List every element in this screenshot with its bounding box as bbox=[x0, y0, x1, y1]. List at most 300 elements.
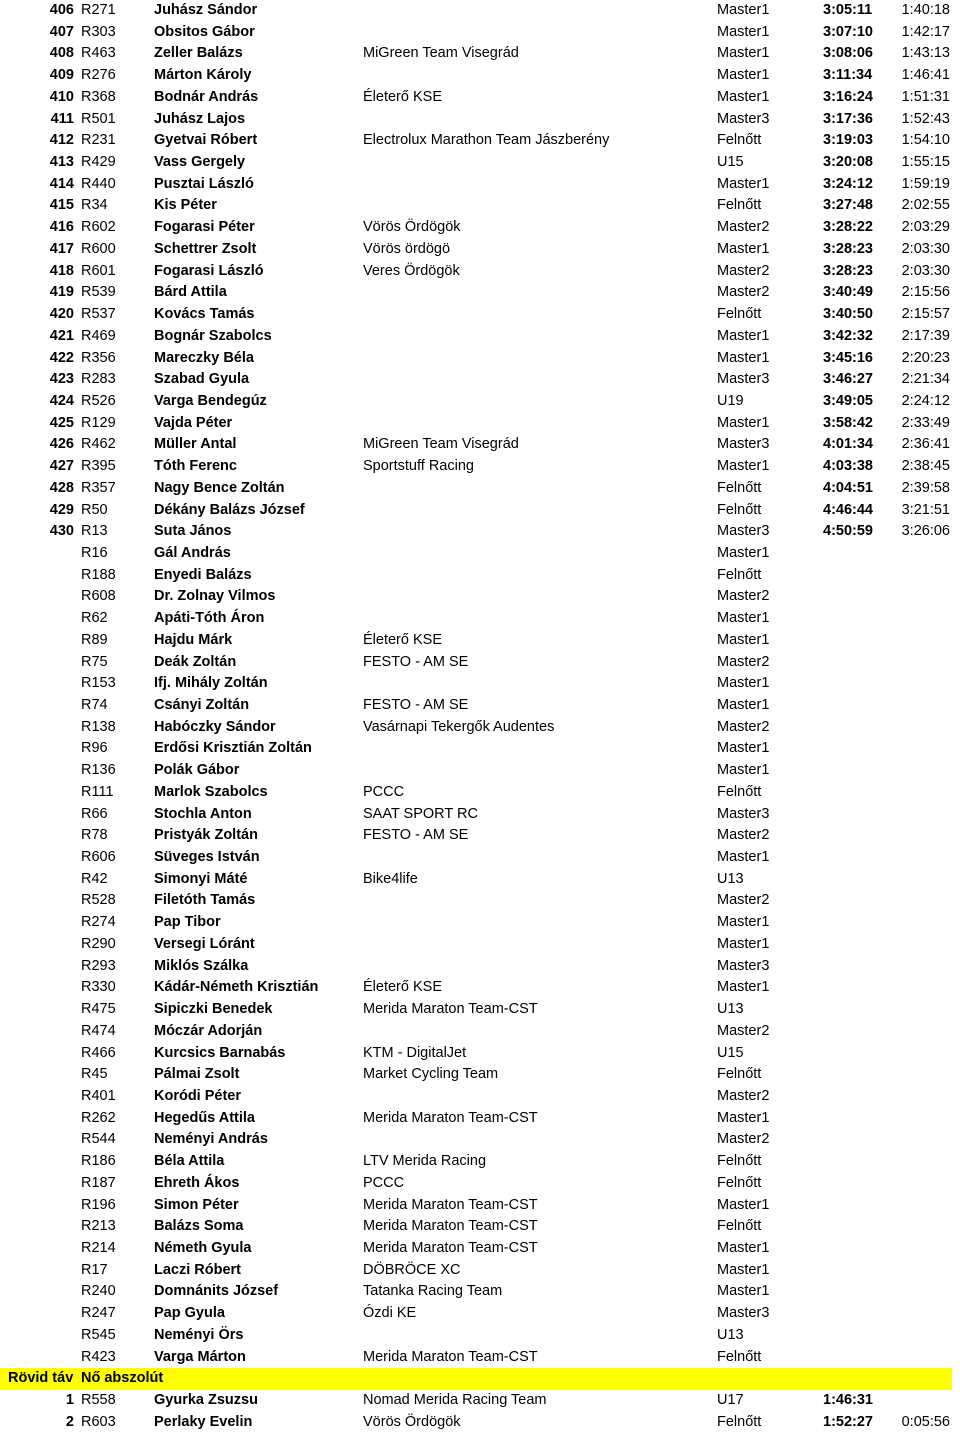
category-cell: Felnőtt bbox=[717, 1218, 762, 1235]
category-cell: U17 bbox=[717, 1392, 744, 1408]
bib-cell: R240 bbox=[81, 1283, 116, 1300]
category-cell: Master1 bbox=[717, 697, 770, 713]
bib-cell: R271 bbox=[81, 2, 116, 18]
rank-cell: 413 bbox=[49, 154, 74, 171]
gap-cell: 2:03:30 bbox=[901, 240, 950, 257]
category-cell: Master1 bbox=[717, 88, 770, 105]
table-row bbox=[0, 652, 960, 674]
team-cell: Electrolux Marathon Team Jászberény bbox=[363, 132, 610, 149]
section-category-label: Nő abszolút bbox=[81, 1370, 164, 1387]
category-cell: U13 bbox=[717, 1326, 744, 1343]
rank-cell: 426 bbox=[49, 436, 74, 453]
name-cell: Pusztai László bbox=[154, 175, 254, 192]
time-cell: 3:45:16 bbox=[823, 349, 873, 366]
time-cell: 4:46:44 bbox=[823, 501, 873, 518]
bib-cell: R423 bbox=[81, 1348, 116, 1365]
category-cell: Master3 bbox=[717, 523, 770, 540]
name-cell: Hegedűs Attila bbox=[154, 1109, 255, 1126]
rank-cell: 424 bbox=[49, 392, 74, 409]
name-cell: Marlok Szabolcs bbox=[154, 783, 268, 800]
category-cell: Master3 bbox=[717, 436, 770, 453]
table-row bbox=[0, 217, 960, 239]
bib-cell: R395 bbox=[81, 458, 116, 475]
table-row bbox=[0, 391, 960, 413]
category-cell: Master1 bbox=[717, 2, 770, 18]
rank-cell: 410 bbox=[49, 88, 74, 105]
category-cell: Felnőtt bbox=[717, 1348, 762, 1365]
gap-cell: 1:59:19 bbox=[901, 175, 950, 192]
name-cell: Kis Péter bbox=[154, 197, 217, 214]
name-cell: Ehreth Ákos bbox=[154, 1174, 240, 1191]
name-cell: Dr. Zolnay Vilmos bbox=[154, 588, 276, 605]
table-row bbox=[0, 869, 960, 891]
bib-cell: R111 bbox=[81, 783, 114, 800]
rank-cell: 423 bbox=[49, 371, 74, 388]
name-cell: Habóczky Sándor bbox=[154, 718, 276, 735]
bib-cell: R293 bbox=[81, 957, 116, 974]
category-cell: Master1 bbox=[717, 1196, 770, 1213]
bib-cell: R247 bbox=[81, 1305, 116, 1322]
bib-cell: R196 bbox=[81, 1196, 116, 1213]
name-cell: Kurcsics Barnabás bbox=[154, 1044, 286, 1061]
rank-cell: 429 bbox=[49, 501, 74, 518]
category-cell: Master1 bbox=[717, 240, 770, 257]
name-cell: Fogarasi Péter bbox=[154, 219, 255, 236]
table-row bbox=[0, 0, 960, 22]
category-cell: Master2 bbox=[717, 1087, 770, 1104]
team-cell: PCCC bbox=[363, 1174, 405, 1191]
category-cell: Master3 bbox=[717, 371, 770, 388]
bib-cell: R469 bbox=[81, 327, 116, 344]
team-cell: Ózdi KE bbox=[363, 1305, 417, 1322]
table-row bbox=[0, 695, 960, 717]
gap-cell: 2:21:34 bbox=[901, 371, 950, 388]
team-cell: Vasárnapi Tekergők Audentes bbox=[363, 718, 555, 735]
category-cell: Felnőtt bbox=[717, 1066, 762, 1083]
bib-cell: R62 bbox=[81, 610, 108, 627]
rank-cell: 1 bbox=[65, 1392, 74, 1408]
table-row bbox=[0, 1303, 960, 1325]
table-row bbox=[0, 1281, 960, 1303]
name-cell: Juhász Lajos bbox=[154, 110, 246, 127]
time-cell: 3:16:24 bbox=[823, 88, 873, 105]
table-row bbox=[0, 500, 960, 522]
category-cell: Felnőtt bbox=[717, 501, 762, 518]
rank-cell: 406 bbox=[49, 2, 74, 18]
time-cell: 4:01:34 bbox=[823, 436, 873, 453]
team-cell: Merida Maraton Team-CST bbox=[363, 1001, 538, 1018]
bib-cell: R276 bbox=[81, 67, 116, 84]
category-cell: Master1 bbox=[717, 762, 770, 779]
name-cell: Nagy Bence Zoltán bbox=[154, 479, 285, 496]
team-cell: LTV Merida Racing bbox=[363, 1153, 487, 1170]
category-cell: Master1 bbox=[717, 1261, 770, 1278]
name-cell: Domnánits József bbox=[154, 1283, 279, 1300]
category-cell: Master2 bbox=[717, 653, 770, 670]
name-cell: Koródi Péter bbox=[154, 1087, 242, 1104]
rank-cell: 420 bbox=[49, 306, 74, 323]
table-row bbox=[0, 109, 960, 131]
bib-cell: R213 bbox=[81, 1218, 116, 1235]
table-row bbox=[0, 326, 960, 348]
time-cell: 3:20:08 bbox=[823, 154, 873, 171]
category-cell: Felnőtt bbox=[717, 132, 762, 149]
name-cell: Pap Tibor bbox=[154, 914, 221, 931]
bib-cell: R558 bbox=[81, 1392, 116, 1408]
time-cell: 3:40:50 bbox=[823, 306, 873, 323]
table-row bbox=[0, 1260, 960, 1282]
category-cell: Master1 bbox=[717, 675, 770, 692]
table-row bbox=[0, 1195, 960, 1217]
table-row bbox=[0, 1151, 960, 1173]
rank-cell: 2 bbox=[65, 1413, 74, 1430]
category-cell: Master1 bbox=[717, 1109, 770, 1126]
bib-cell: R606 bbox=[81, 849, 116, 866]
rank-cell: 416 bbox=[49, 219, 74, 236]
table-row bbox=[0, 847, 960, 869]
name-cell: Deák Zoltán bbox=[154, 653, 237, 670]
bib-cell: R13 bbox=[81, 523, 108, 540]
bib-cell: R66 bbox=[81, 805, 108, 822]
name-cell: Laczi Róbert bbox=[154, 1261, 242, 1278]
name-cell: Enyedi Balázs bbox=[154, 566, 252, 583]
team-cell: Merida Maraton Team-CST bbox=[363, 1109, 538, 1126]
category-cell: Felnőtt bbox=[717, 1153, 762, 1170]
table-row bbox=[0, 543, 960, 565]
gap-cell: 2:20:23 bbox=[901, 349, 950, 366]
team-cell: MiGreen Team Visegrád bbox=[363, 436, 519, 453]
table-row bbox=[0, 804, 960, 826]
category-cell: Master1 bbox=[717, 914, 770, 931]
category-cell: Master1 bbox=[717, 175, 770, 192]
name-cell: Vass Gergely bbox=[154, 154, 246, 171]
name-cell: Szabad Gyula bbox=[154, 371, 250, 388]
name-cell: Versegi Lóránt bbox=[154, 935, 255, 952]
bib-cell: R528 bbox=[81, 892, 116, 909]
bib-cell: R274 bbox=[81, 914, 116, 931]
category-cell: Master1 bbox=[717, 979, 770, 996]
table-row bbox=[0, 456, 960, 478]
category-cell: Master1 bbox=[717, 414, 770, 431]
time-cell: 3:40:49 bbox=[823, 284, 873, 301]
bib-cell: R262 bbox=[81, 1109, 116, 1126]
category-cell: U15 bbox=[717, 1044, 744, 1061]
table-row bbox=[0, 174, 960, 196]
category-cell: Master2 bbox=[717, 718, 770, 735]
rank-cell: 408 bbox=[49, 45, 74, 62]
table-row bbox=[0, 760, 960, 782]
bib-cell: R187 bbox=[81, 1174, 116, 1191]
bib-cell: R475 bbox=[81, 1001, 116, 1018]
name-cell: Kovács Tamás bbox=[154, 306, 255, 323]
team-cell: Merida Maraton Team-CST bbox=[363, 1218, 538, 1235]
name-cell: Stochla Anton bbox=[154, 805, 252, 822]
bib-cell: R429 bbox=[81, 154, 116, 171]
gap-cell: 1:46:41 bbox=[901, 67, 950, 84]
category-cell: Felnőtt bbox=[717, 783, 762, 800]
name-cell: Miklós Szálka bbox=[154, 957, 249, 974]
team-cell: Market Cycling Team bbox=[363, 1066, 499, 1083]
bib-cell: R357 bbox=[81, 479, 116, 496]
category-cell: U19 bbox=[717, 392, 744, 409]
team-cell: KTM - DigitalJet bbox=[363, 1044, 467, 1061]
rank-cell: 418 bbox=[49, 262, 74, 279]
table-row bbox=[0, 65, 960, 87]
table-row bbox=[0, 934, 960, 956]
time-cell: 3:28:22 bbox=[823, 219, 873, 236]
category-cell: Master2 bbox=[717, 588, 770, 605]
table-row bbox=[0, 348, 960, 370]
category-cell: Master1 bbox=[717, 935, 770, 952]
name-cell: Perlaky Evelin bbox=[154, 1413, 253, 1430]
name-cell: Simonyi Máté bbox=[154, 870, 248, 887]
bib-cell: R368 bbox=[81, 88, 116, 105]
time-cell: 3:05:11 bbox=[823, 2, 873, 18]
rank-cell: 409 bbox=[49, 67, 74, 84]
name-cell: Bognár Szabolcs bbox=[154, 327, 272, 344]
rank-cell: 425 bbox=[49, 414, 74, 431]
team-cell: Életerő KSE bbox=[363, 979, 442, 996]
bib-cell: R600 bbox=[81, 240, 116, 257]
table-row bbox=[0, 977, 960, 999]
gap-cell: 3:26:06 bbox=[901, 523, 950, 540]
results-rows-women bbox=[0, 1390, 960, 1433]
category-cell: Master2 bbox=[717, 1022, 770, 1039]
name-cell: Balázs Soma bbox=[154, 1218, 244, 1235]
time-cell: 3:58:42 bbox=[823, 414, 873, 431]
name-cell: Polák Gábor bbox=[154, 762, 240, 779]
bib-cell: R545 bbox=[81, 1326, 116, 1343]
team-cell: MiGreen Team Visegrád bbox=[363, 45, 519, 62]
gap-cell: 2:03:29 bbox=[901, 219, 950, 236]
name-cell: Tóth Ferenc bbox=[154, 458, 237, 475]
bib-cell: R544 bbox=[81, 1131, 116, 1148]
category-cell: Master1 bbox=[717, 1283, 770, 1300]
bib-cell: R138 bbox=[81, 718, 116, 735]
table-row bbox=[0, 130, 960, 152]
category-cell: Master1 bbox=[717, 349, 770, 366]
table-row bbox=[0, 1238, 960, 1260]
category-cell: Master1 bbox=[717, 1239, 770, 1256]
category-cell: U13 bbox=[717, 870, 744, 887]
table-row bbox=[0, 912, 960, 934]
category-cell: Felnőtt bbox=[717, 566, 762, 583]
time-cell: 3:49:05 bbox=[823, 392, 873, 409]
category-cell: Master1 bbox=[717, 67, 770, 84]
bib-cell: R34 bbox=[81, 197, 108, 214]
bib-cell: R474 bbox=[81, 1022, 116, 1039]
team-cell: SAAT SPORT RC bbox=[363, 805, 478, 822]
table-row bbox=[0, 782, 960, 804]
gap-cell: 2:17:39 bbox=[901, 327, 950, 344]
table-row bbox=[0, 369, 960, 391]
category-cell: Felnőtt bbox=[717, 197, 762, 214]
table-row bbox=[0, 413, 960, 435]
category-cell: Master1 bbox=[717, 631, 770, 648]
gap-cell: 2:15:56 bbox=[901, 284, 950, 301]
team-cell: FESTO - AM SE bbox=[363, 697, 469, 713]
table-row bbox=[0, 1108, 960, 1130]
name-cell: Bodnár András bbox=[154, 88, 259, 105]
time-cell: 3:28:23 bbox=[823, 240, 873, 257]
table-row bbox=[0, 1412, 960, 1433]
gap-cell: 2:24:12 bbox=[901, 392, 950, 409]
name-cell: Suta János bbox=[154, 523, 232, 540]
name-cell: Dékány Balázs József bbox=[154, 501, 305, 518]
bib-cell: R602 bbox=[81, 219, 116, 236]
table-row bbox=[0, 630, 960, 652]
rank-cell: 427 bbox=[49, 458, 74, 475]
category-cell: Master2 bbox=[717, 1131, 770, 1148]
rank-cell: 419 bbox=[49, 284, 74, 301]
table-row bbox=[0, 1021, 960, 1043]
name-cell: Müller Antal bbox=[154, 436, 237, 453]
team-cell: Vörös ördögö bbox=[363, 240, 451, 257]
category-cell: Master3 bbox=[717, 805, 770, 822]
category-cell: Master1 bbox=[717, 610, 770, 627]
table-row bbox=[0, 608, 960, 630]
name-cell: Gál András bbox=[154, 544, 231, 561]
table-row bbox=[0, 152, 960, 174]
table-row bbox=[0, 825, 960, 847]
team-cell: Sportstuff Racing bbox=[363, 458, 474, 475]
gap-cell: 2:33:49 bbox=[901, 414, 950, 431]
name-cell: Béla Attila bbox=[154, 1153, 225, 1170]
category-cell: Master1 bbox=[717, 544, 770, 561]
bib-cell: R231 bbox=[81, 132, 116, 149]
bib-cell: R283 bbox=[81, 371, 116, 388]
name-cell: Csányi Zoltán bbox=[154, 697, 250, 713]
category-cell: Master1 bbox=[717, 849, 770, 866]
name-cell: Süveges István bbox=[154, 849, 260, 866]
time-cell: 3:46:27 bbox=[823, 371, 873, 388]
time-cell: 3:08:06 bbox=[823, 45, 873, 62]
category-cell: Master3 bbox=[717, 1305, 770, 1322]
name-cell: Mareczky Béla bbox=[154, 349, 254, 366]
category-cell: Felnőtt bbox=[717, 1413, 762, 1430]
table-row bbox=[0, 87, 960, 109]
bib-cell: R188 bbox=[81, 566, 116, 583]
category-cell: Master2 bbox=[717, 219, 770, 236]
name-cell: Vajda Péter bbox=[154, 414, 233, 431]
table-row bbox=[0, 956, 960, 978]
name-cell: Erdősi Krisztián Zoltán bbox=[154, 740, 312, 757]
team-cell: DÖBRÖCE XC bbox=[363, 1261, 461, 1278]
rank-cell: 411 bbox=[50, 110, 74, 127]
team-cell: Vörös Ördögök bbox=[363, 219, 461, 236]
name-cell: Gyetvai Róbert bbox=[154, 132, 258, 149]
bib-cell: R401 bbox=[81, 1087, 116, 1104]
team-cell: Vörös Ördögök bbox=[363, 1413, 461, 1430]
team-cell: Merida Maraton Team-CST bbox=[363, 1239, 538, 1256]
rank-cell: 422 bbox=[49, 349, 74, 366]
bib-cell: R608 bbox=[81, 588, 116, 605]
bib-cell: R526 bbox=[81, 392, 116, 409]
table-row bbox=[0, 1086, 960, 1108]
team-cell: Nomad Merida Racing Team bbox=[363, 1392, 547, 1408]
category-cell: Master1 bbox=[717, 740, 770, 757]
name-cell: Schettrer Zsolt bbox=[154, 240, 257, 257]
name-cell: Varga Bendegúz bbox=[154, 392, 267, 409]
rank-cell: 421 bbox=[49, 327, 74, 344]
table-row bbox=[0, 1129, 960, 1151]
category-cell: Felnőtt bbox=[717, 479, 762, 496]
name-cell: Juhász Sándor bbox=[154, 2, 258, 18]
name-cell: Márton Károly bbox=[154, 67, 252, 84]
time-cell: 3:07:10 bbox=[823, 23, 873, 40]
gap-cell: 2:03:30 bbox=[901, 262, 950, 279]
table-row bbox=[0, 239, 960, 261]
name-cell: Pap Gyula bbox=[154, 1305, 225, 1322]
time-cell: 1:46:31 bbox=[823, 1392, 873, 1408]
name-cell: Sipiczki Benedek bbox=[154, 1001, 273, 1018]
time-cell: 3:28:23 bbox=[823, 262, 873, 279]
bib-cell: R603 bbox=[81, 1413, 116, 1430]
time-cell: 3:42:32 bbox=[823, 327, 873, 344]
bib-cell: R601 bbox=[81, 262, 116, 279]
gap-cell: 0:05:56 bbox=[901, 1413, 950, 1430]
table-row bbox=[0, 738, 960, 760]
table-row bbox=[0, 261, 960, 283]
name-cell: Kádár-Németh Krisztián bbox=[154, 979, 319, 996]
category-cell: Master2 bbox=[717, 892, 770, 909]
category-cell: Master3 bbox=[717, 957, 770, 974]
gap-cell: 2:36:41 bbox=[901, 436, 950, 453]
team-cell: Bike4life bbox=[363, 870, 418, 887]
bib-cell: R356 bbox=[81, 349, 116, 366]
name-cell: Neményi Örs bbox=[154, 1326, 244, 1343]
time-cell: 3:17:36 bbox=[823, 110, 873, 127]
bib-cell: R129 bbox=[81, 414, 116, 431]
bib-cell: R42 bbox=[81, 870, 108, 887]
rank-cell: 428 bbox=[49, 479, 74, 496]
bib-cell: R89 bbox=[81, 631, 108, 648]
name-cell: Simon Péter bbox=[154, 1196, 239, 1213]
bib-cell: R303 bbox=[81, 23, 116, 40]
category-cell: Master2 bbox=[717, 262, 770, 279]
table-row bbox=[0, 1325, 960, 1347]
team-cell: Életerő KSE bbox=[363, 88, 442, 105]
name-cell: Pálmai Zsolt bbox=[154, 1066, 240, 1083]
bib-cell: R462 bbox=[81, 436, 116, 453]
name-cell: Apáti-Tóth Áron bbox=[154, 610, 265, 627]
category-cell: Master1 bbox=[717, 327, 770, 344]
category-cell: Master2 bbox=[717, 284, 770, 301]
category-cell: Master1 bbox=[717, 458, 770, 475]
rank-cell: 415 bbox=[49, 197, 74, 214]
name-cell: Varga Márton bbox=[154, 1348, 246, 1365]
table-row bbox=[0, 1347, 960, 1369]
rank-cell: 414 bbox=[49, 175, 74, 192]
team-cell: Veres Ördögök bbox=[363, 262, 460, 279]
gap-cell: 1:43:13 bbox=[901, 45, 950, 62]
gap-cell: 1:52:43 bbox=[901, 110, 950, 127]
gap-cell: 1:40:18 bbox=[901, 2, 950, 18]
time-cell: 1:52:27 bbox=[823, 1413, 873, 1430]
bib-cell: R501 bbox=[81, 110, 116, 127]
name-cell: Neményi András bbox=[154, 1131, 268, 1148]
category-cell: U13 bbox=[717, 1001, 744, 1018]
table-row bbox=[0, 586, 960, 608]
name-cell: Fogarasi László bbox=[154, 262, 264, 279]
bib-cell: R75 bbox=[81, 653, 108, 670]
table-row bbox=[0, 565, 960, 587]
category-cell: Master1 bbox=[717, 45, 770, 62]
table-row bbox=[0, 1064, 960, 1086]
gap-cell: 2:38:45 bbox=[901, 458, 950, 475]
gap-cell: 1:42:17 bbox=[901, 23, 950, 40]
bib-cell: R214 bbox=[81, 1239, 116, 1256]
